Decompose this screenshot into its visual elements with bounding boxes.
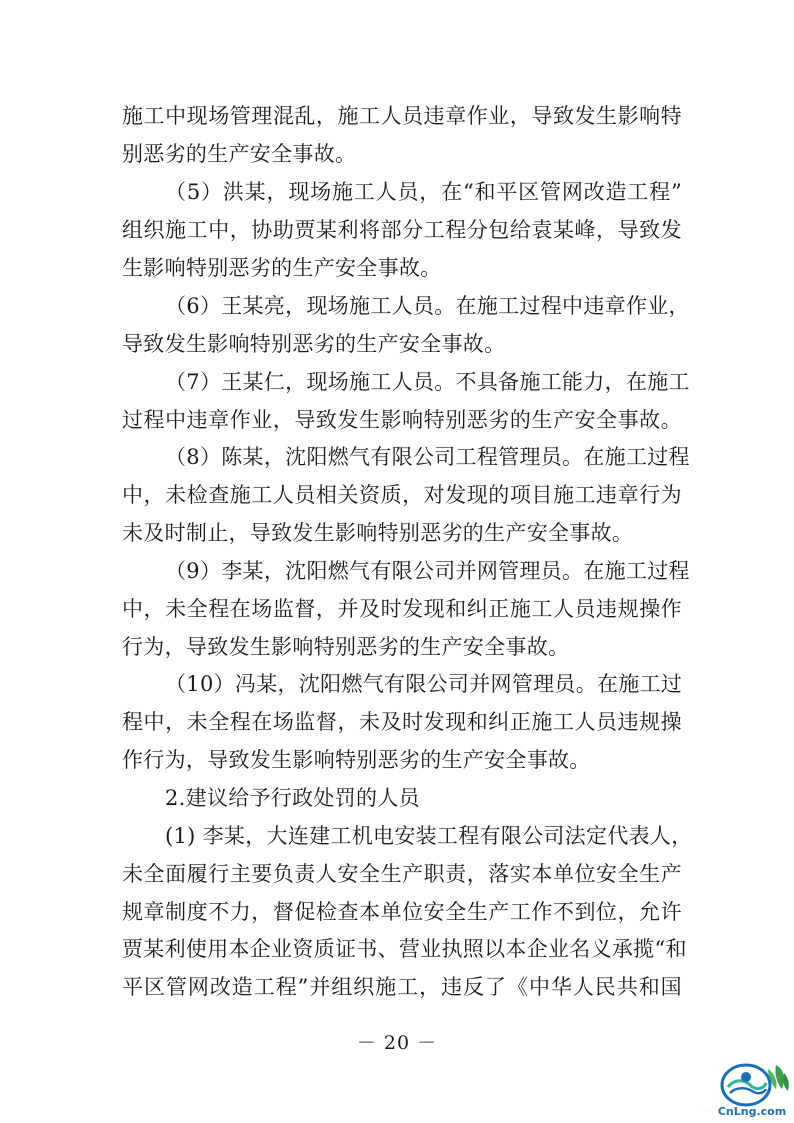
section-heading: 2.建议给予行政处罚的人员 [165,786,420,810]
body-line: 程中，未全程在场监督，未及时发现和纠正施工人员违规操 [122,710,682,734]
body-line: 别恶劣的生产安全事故。 [122,142,357,166]
cnlng-logo-icon [716,1055,792,1119]
body-line: 中，未全程在场监督，并及时发现和纠正施工人员违规操作 [122,597,682,621]
watermark-text: CnLng.com [717,1105,787,1118]
body-line: （6）王某亮，现场施工人员。在施工过程中违章作业， [165,294,690,318]
body-line: 中，未检查施工人员相关资质，对发现的项目施工违章行为 [122,483,682,507]
body-line: 平区管网改造工程”并组织施工，违反了《中华人民共和国 [122,975,682,999]
body-line: 贾某利使用本企业资质证书、营业执照以本企业名义承揽“和 [122,937,687,961]
page-number: － 20 － [356,1032,438,1054]
body-line: 作行为，导致发生影响特别恶劣的生产安全事故。 [122,748,591,772]
body-line: （10）冯某，沈阳燃气有限公司并网管理员。在施工过 [165,672,683,696]
body-line: 未全面履行主要负责人安全生产职责，落实本单位安全生产 [122,862,682,886]
body-line: 组织施工中，协助贾某利将部分工程分包给袁某峰，导致发 [122,218,682,242]
body-line: 未及时制止，导致发生影响特别恶劣的生产安全事故。 [122,521,634,545]
body-line: 过程中违章作业，导致发生影响特别恶劣的生产安全事故。 [122,408,682,432]
body-line: (1) 李某，大连建工机电安装工程有限公司法定代表人， [165,824,693,848]
body-line: 生影响特别恶劣的生产安全事故。 [122,256,442,280]
body-line: 规章制度不力，督促检查本单位安全生产工作不到位，允许 [122,900,682,924]
body-line: 导致发生影响特别恶劣的生产安全事故。 [122,332,506,356]
body-line: （9）李某，沈阳燃气有限公司并网管理员。在施工过程 [165,559,690,583]
body-line: 行为，导致发生影响特别恶劣的生产安全事故。 [122,635,570,659]
body-line: （5）洪某，现场施工人员，在“和平区管网改造工程” [165,180,682,204]
body-line: （8）陈某，沈阳燃气有限公司工程管理员。在施工过程 [165,445,690,469]
body-line: （7）王某仁，现场施工人员。不具备施工能力，在施工 [165,370,690,394]
body-line: 施工中现场管理混乱，施工人员违章作业，导致发生影响特 [122,104,682,128]
